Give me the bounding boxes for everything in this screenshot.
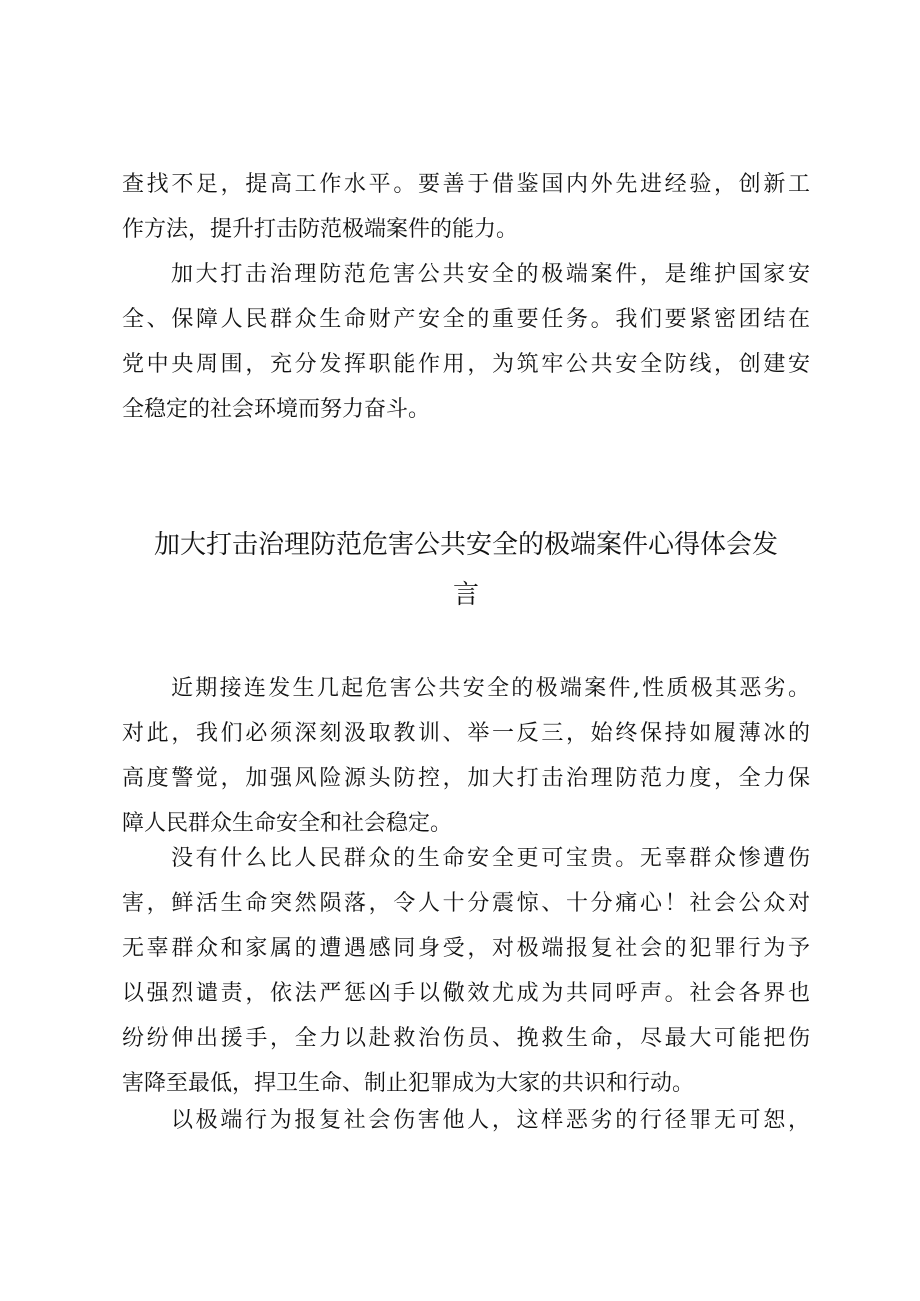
text-line: 对此，我们必须深刻汲取教训、举一反三，始终保持如履薄冰的 — [122, 721, 810, 746]
text-line: 作方法，提升打击防范极端案件的能力。 — [122, 217, 519, 242]
text-line: 害，鲜活生命突然陨落，令人十分震惊、十分痛心！社会公众对 — [122, 891, 810, 916]
text-line: 加大打击治理防范危害公共安全的极端案件，是维护国家安 — [171, 262, 810, 287]
text-line: 纷纷伸出援手，全力以赴救治伤员、挽救生命，尽最大可能把伤 — [122, 1026, 810, 1051]
text-line: 无辜群众和家属的遭遇感同身受，对极端报复社会的犯罪行为予 — [122, 936, 810, 961]
text-line: 党中央周围，充分发挥职能作用，为筑牢公共安全防线，创建安 — [122, 352, 810, 377]
text-line: 查找不足，提高工作水平。要善于借鉴国内外先进经验，创新工 — [122, 172, 810, 197]
body-paragraph-3 — [122, 1098, 810, 1143]
title-line: 加大打击治理防范危害公共安全的极端案件心得体会发 — [153, 530, 778, 560]
text-line: 全稳定的社会环境而努力奋斗。 — [122, 397, 431, 422]
text-line: 近期接连发生几起危害公共安全的极端案件,性质极其恶劣。 — [171, 676, 810, 701]
text-line: 害降至最低，捍卫生命、制止犯罪成为大家的共识和行动。 — [122, 1071, 695, 1096]
text-line: 高度警觉，加强风险源头防控，加大打击治理防范力度，全力保 — [122, 766, 810, 791]
text-line: 全、保障人民群众生命财产安全的重要任务。我们要紧密团结在 — [122, 307, 810, 332]
body-paragraph-1 — [122, 666, 810, 846]
body-paragraph-2 — [122, 836, 810, 1106]
text-line: 以极端行为报复社会伤害他人，这样恶劣的行径罪无可恕， — [171, 1108, 810, 1133]
article-title — [122, 520, 810, 620]
title-line: 言 — [452, 580, 479, 610]
top-paragraph-2 — [122, 252, 810, 432]
text-line: 没有什么比人民群众的生命安全更可宝贵。无辜群众惨遭伤 — [171, 846, 810, 871]
top-paragraph-1 — [122, 162, 810, 252]
text-line: 障人民群众生命安全和社会稳定。 — [122, 811, 453, 836]
text-line: 以强烈谴责，依法严惩凶手以儆效尤成为共同呼声。社会各界也 — [122, 981, 810, 1006]
